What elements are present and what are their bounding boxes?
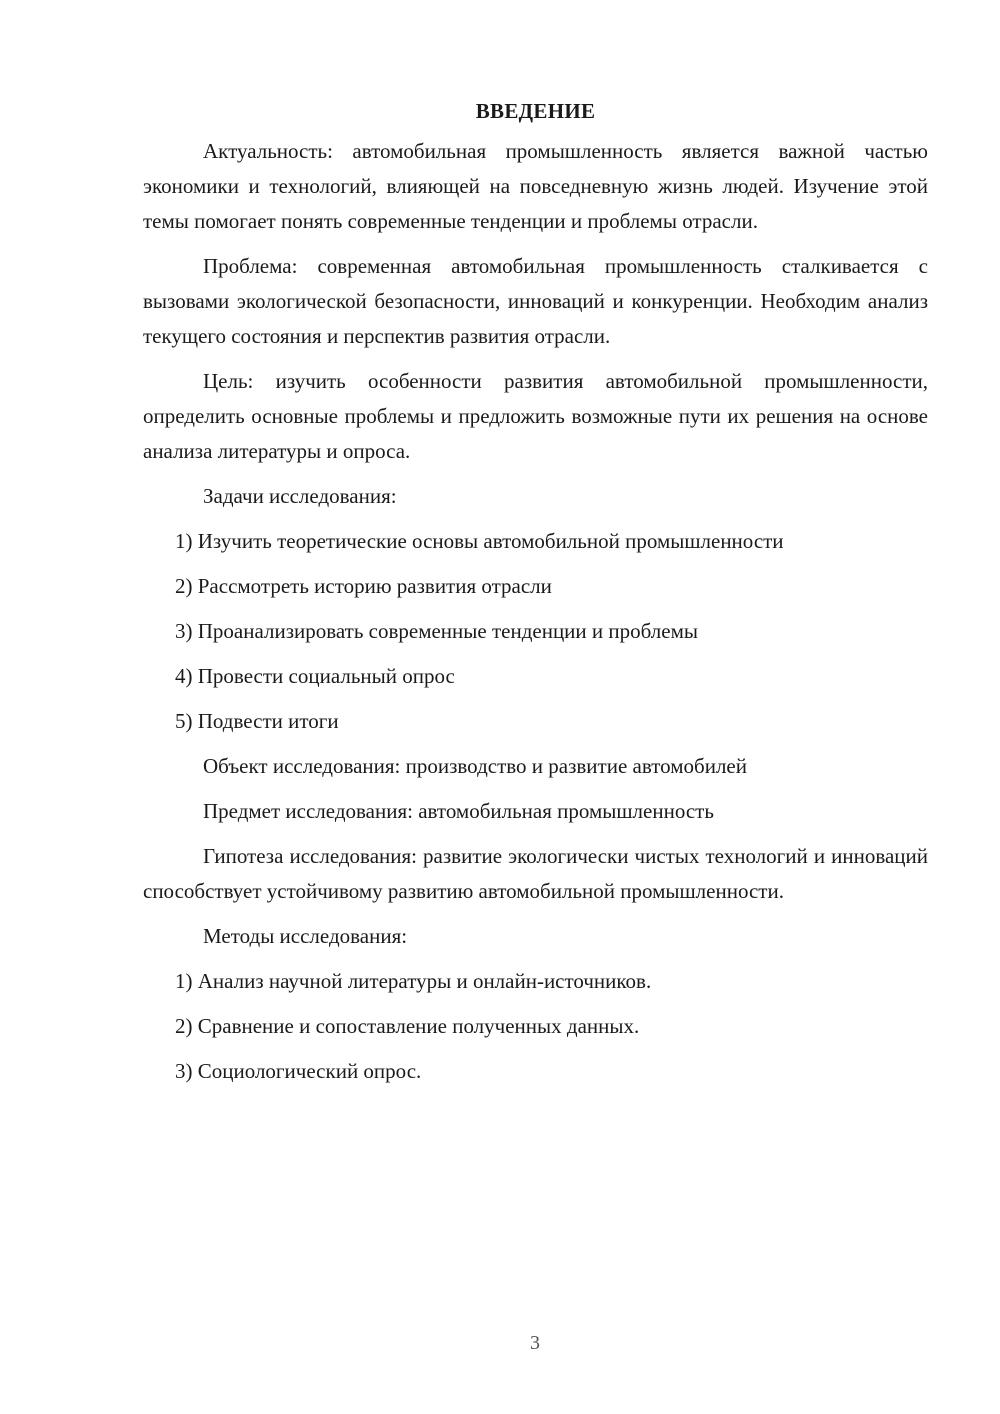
method-item: 1) Анализ научной литературы и онлайн-источников.	[175, 969, 652, 993]
goal-paragraph: Цель: изучить особенности развития автомобильной промышленности, определить основные проблемы и предложить возможные пути их решения на основе анализа литературы и опроса.	[143, 369, 928, 463]
document-page	[143, 94, 928, 1099]
page-number: 3	[530, 1332, 540, 1354]
method-item: 3) Социологический опрос.	[175, 1059, 422, 1083]
subject-paragraph: Предмет исследования: автомобильная промышленность	[203, 799, 714, 823]
methods-heading: Методы исследования:	[203, 924, 408, 948]
task-item: 3) Проанализировать современные тенденции и проблемы	[175, 619, 699, 643]
problem-paragraph: Проблема: современная автомобильная промышленность сталкивается с вызовами экологической безопасности, инноваций и конкуренции. Необходим анализ текущего состояния и перспектив развития отрасли.	[143, 254, 928, 348]
hypothesis-paragraph: Гипотеза исследования: развитие экологически чистых технологий и инноваций способствует устойчивому развитию автомобильной промышленности.	[143, 844, 928, 903]
method-item: 2) Сравнение и сопоставление полученных данных.	[175, 1014, 640, 1038]
relevance-paragraph: Актуальность: автомобильная промышленность является важной частью экономики и технологий, влияющей на повседневную жизнь людей. Изучение этой темы помогает понять современные тенденции и проблемы отрасли.	[143, 139, 928, 233]
task-item: 2) Рассмотреть историю развития отрасли	[175, 574, 552, 598]
methods-list	[143, 964, 928, 1089]
object-paragraph: Объект исследования: производство и развитие автомобилей	[203, 754, 747, 778]
task-item: 4) Провести социальный опрос	[175, 664, 455, 688]
task-item: 5) Подвести итоги	[175, 709, 339, 733]
page-title: ВВЕДЕНИЕ	[475, 99, 596, 123]
tasks-heading: Задачи исследования:	[203, 484, 397, 508]
task-item: 1) Изучить теоретические основы автомобильной промышленности	[175, 529, 784, 553]
tasks-list	[143, 524, 928, 739]
